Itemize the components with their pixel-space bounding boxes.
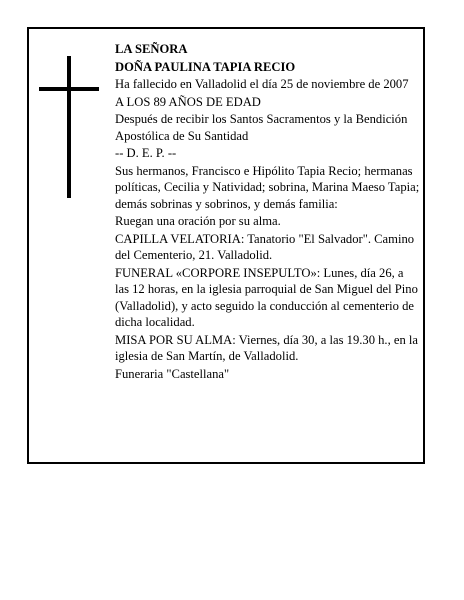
notice-title: LA SEÑORA: [115, 42, 188, 56]
deceased-name: DOÑA PAULINA TAPIA RECIO: [115, 59, 296, 74]
death-announcement: Ha fallecido en Valladolid el día 25 de noviembre de 2007: [115, 77, 409, 91]
cross-vertical-bar: [67, 56, 71, 198]
funeral-home: Funeraria "Castellana": [115, 366, 230, 381]
chapel-info: CAPILLA VELATORIA: Tanatorio "El Salvador". Camino del Cementerio, 21. Valladolid.: [115, 231, 415, 262]
notice-text: [115, 41, 420, 383]
rip-line: -- D. E. P. --: [115, 146, 177, 160]
sacraments-line: Después de recibir los Santos Sacramentos y la Bendición Apostólica de Su Santidad: [115, 112, 408, 143]
mass-info: MISA POR SU ALMA: Viernes, día 30, a las 19.30 h., en la iglesia de San Martín, de Valladolid.: [115, 332, 418, 363]
age-line: A LOS 89 AÑOS DE EDAD: [115, 94, 261, 109]
obituary-notice: [27, 27, 425, 464]
family-list: Sus hermanos, Francisco e Hipólito Tapia Recio; hermanas políticas, Cecilia y Natividad; sobrina, Marina Maeso Tapia; demás sobrinas y sobrinos, y demás familia:: [115, 163, 420, 211]
funeral-info: FUNERAL «CORPORE INSEPULTO»: Lunes, día 26, a las 12 horas, en la iglesia parroquial de San Miguel del Pino (Valladolid), y acto seguido la conducción al cementerio de dicha localidad.: [115, 265, 418, 329]
prayer-request: Ruegan una oración por su alma.: [115, 214, 281, 228]
cross-horizontal-bar: [39, 87, 99, 91]
